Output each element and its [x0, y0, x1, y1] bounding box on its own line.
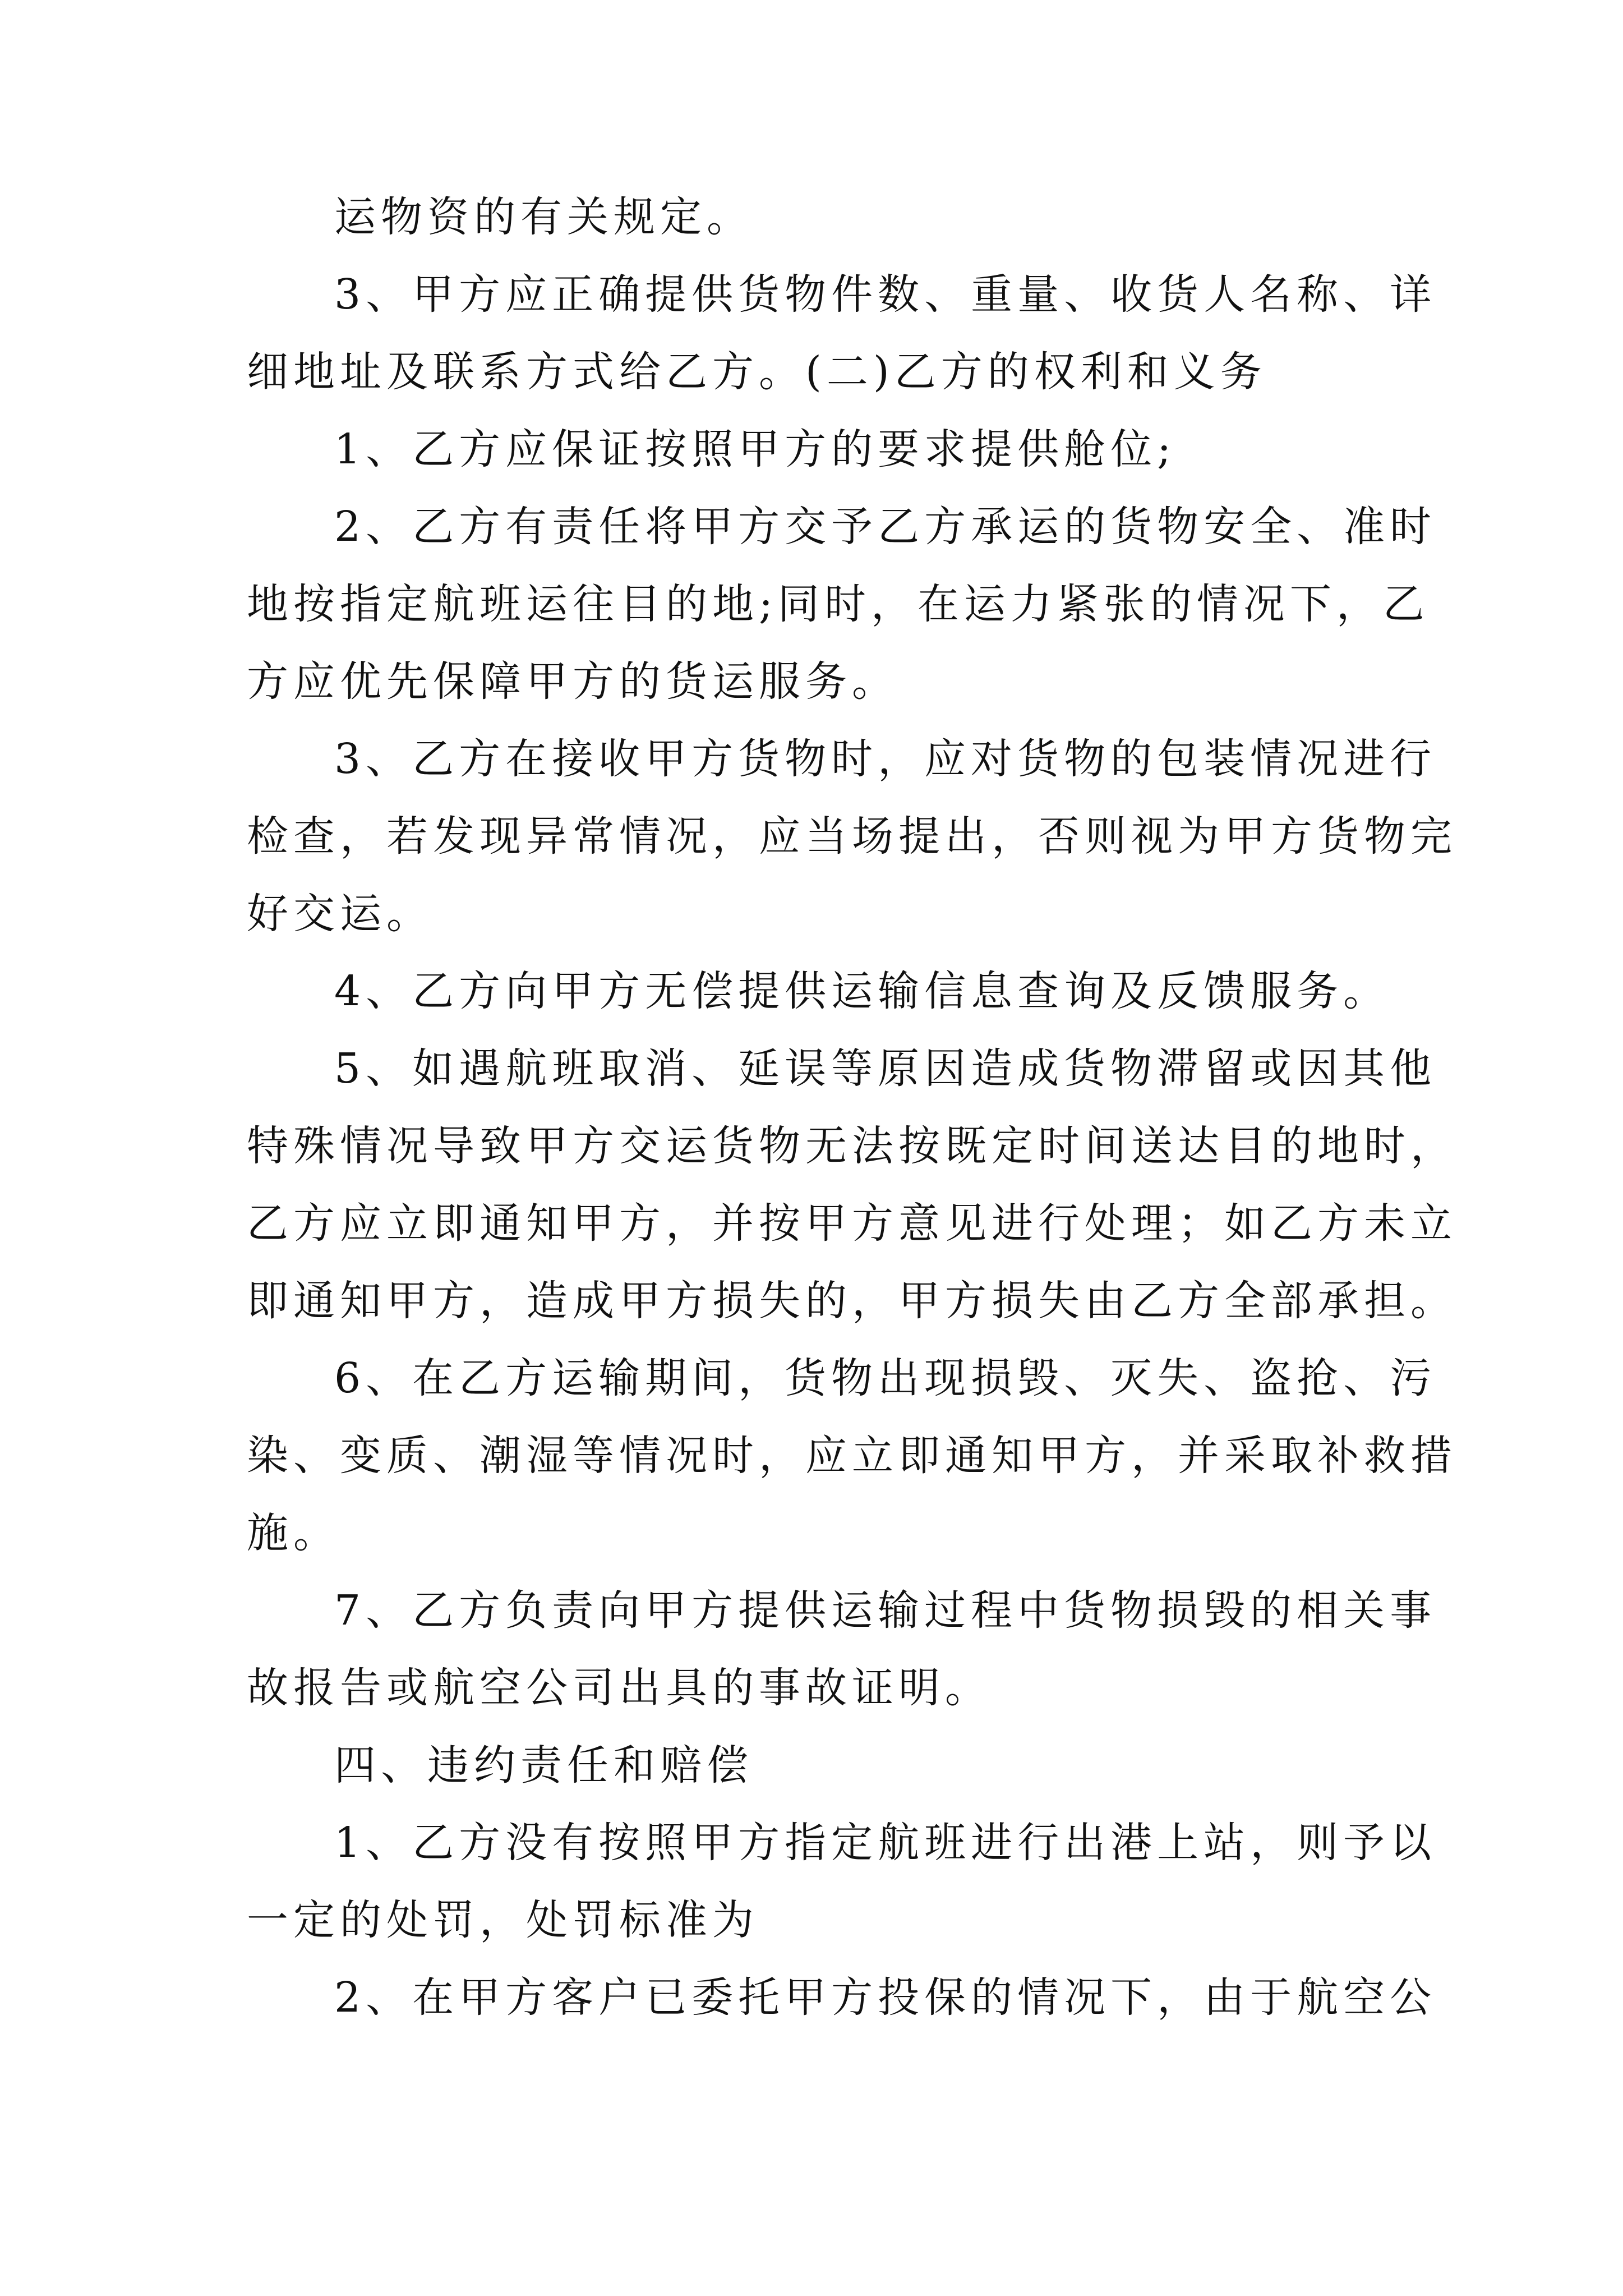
text-line: 1、乙方应保证按照甲方的要求提供舱位;	[334, 425, 1177, 473]
text-line: 4、乙方向甲方无偿提供运输信息查询及反馈服务。	[334, 967, 1390, 1015]
text-line: 3、甲方应正确提供货物件数、重量、收货人名称、详	[334, 270, 1437, 319]
text-line: 乙方应立即通知甲方，并按甲方意见进行处理；如乙方未立	[247, 1199, 1457, 1248]
text-line: 地按指定航班运往目的地;同时，在运力紧张的情况下，乙	[247, 580, 1430, 628]
text-line: 2、乙方有责任将甲方交予乙方承运的货物安全、准时	[334, 503, 1437, 551]
text-line: 运物资的有关规定。	[334, 193, 753, 241]
text-line: 方应优先保障甲方的货运服务。	[247, 657, 898, 706]
document-page	[247, 178, 1457, 2036]
text-line: 检查，若发现异常情况，应当场提出，否则视为甲方货物完	[247, 812, 1457, 861]
text-line: 7、乙方负责向甲方提供运输过程中货物损毁的相关事	[334, 1586, 1437, 1635]
text-line: 特殊情况导致甲方交运货物无法按既定时间送达目的地时，	[247, 1122, 1457, 1170]
text-line: 施。	[247, 1509, 340, 1557]
text-line: 3、乙方在接收甲方货物时，应对货物的包装情况进行	[334, 735, 1437, 783]
text-line: 一定的处罚，处罚标准为	[247, 1896, 759, 1944]
text-line: 即通知甲方，造成甲方损失的，甲方损失由乙方全部承担。	[247, 1277, 1457, 1325]
text-line: 好交运。	[247, 890, 433, 938]
text-line: 1、乙方没有按照甲方指定航班进行出港上站，则予以	[334, 1819, 1437, 1867]
text-line: 故报告或航空公司出具的事故证明。	[247, 1664, 992, 1712]
text-line: 6、在乙方运输期间，货物出现损毁、灭失、盗抢、污	[334, 1354, 1437, 1402]
text-line: 5、如遇航班取消、延误等原因造成货物滞留或因其他	[334, 1045, 1437, 1093]
text-line: 染、变质、潮湿等情况时，应立即通知甲方，并采取补救措	[247, 1432, 1457, 1480]
section-heading: 四、违约责任和赔偿	[334, 1741, 753, 1789]
text-line: 细地址及联系方式给乙方。(二)乙方的权利和义务	[247, 348, 1267, 396]
text-line: 2、在甲方客户已委托甲方投保的情况下，由于航空公	[334, 1973, 1437, 2022]
